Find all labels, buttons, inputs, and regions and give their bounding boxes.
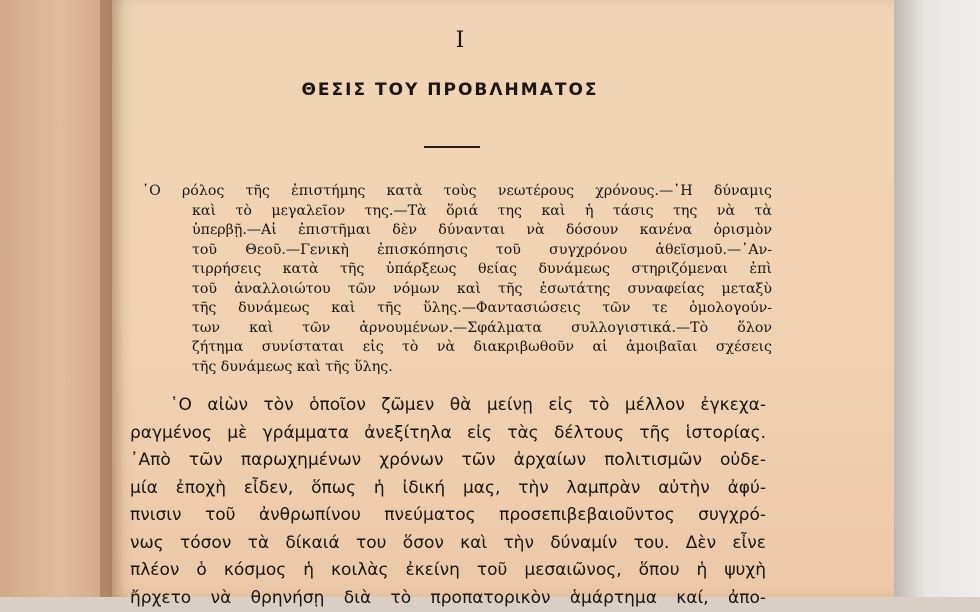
summary-line: των καὶ τῶν ἀρνουμένων.—Σφάλματα συλλογιστικά.—Τὸ ὅλον [142,319,772,339]
summary-line: ὑπερβῇ.—Αἱ ἐπιστῆμαι δὲν δύνανται νὰ δόσουν κανένα ὁρισμὸν [142,221,772,241]
body-line: ραγμένος μὲ γράμματα ἀνεξίτηλα εἰς τὰς δέλτους τῆς ἱστορίας. [130,420,766,448]
summary-line: τῆς δυνάμεως καὶ τῆς ὕλης.—Φαντασιώσεις τῶν τε ὁμολογούν- [142,299,772,319]
body-line: ἤρχετο νὰ θρηνήσῃ διὰ τὸ προπατορικὸν ἁμάρτημα καί, ἀπο- [130,585,766,612]
body-line: ᾿Απὸ τῶν παρωχημένων χρόνων τῶν ἀρχαίων πολιτισμῶν οὐδε- [130,447,766,475]
page-gutter [100,0,124,597]
chapter-number: I [440,28,480,53]
chapter-summary [142,182,772,377]
body-line: μία ἐποχὴ εἶδεν, ὅπως ἡ ἰδική μας, τὴν λαμπρὰν αὐτὴν ἀφύ- [130,475,766,503]
body-line: νως τόσον τὰ δίκαιά του ὅσον καὶ τὴν δύναμίν του. Δὲν εἶνε [130,530,766,558]
body-paragraph [130,392,766,612]
summary-line: τῆς δυνάμεως καὶ τῆς ὕλης. [142,358,772,378]
title-divider [424,146,480,148]
summary-line: ζήτημα συνίσταται εἰς τὸ νὰ διακριβωθοῦν αἱ ἀμοιβαῖαι σχέσεις [142,338,772,358]
body-line: πλέον ὁ κόσμος ἡ κοιλὰς ἐκείνη τοῦ μεσαιῶνος, ὅπου ἡ ψυχὴ [130,557,766,585]
summary-line: τιρρήσεις κατὰ τῆς ὑπάρξεως θείας δυνάμεως στηριζόμεναι ἐπὶ [142,260,772,280]
left-page-edge [0,0,112,597]
summary-line: τοῦ ἀναλλοιώτου τῶν νόμων καὶ τῆς ἐσωτάτης συναφείας μεταξὺ [142,280,772,300]
chapter-title: ΘΕΣΙΣ ΤΟΥ ΠΡΟΒΛΗΜΑΤΟΣ [220,80,680,100]
summary-line: ῾Ο ρόλος τῆς ἐπιστήμης κατὰ τοὺς νεωτέρους χρόνους.—῾Η δύναμις [142,182,772,202]
summary-line: καὶ τὸ μεγαλεῖον της.—Τὰ ὅριά της καὶ ἡ τάσις της νὰ τὰ [142,202,772,222]
table-background [890,0,980,597]
summary-line: τοῦ Θεοῦ.—Γενικὴ ἐπισκόπησις τοῦ συγχρόνου ἀθεϊσμοῦ.—᾿Αν- [142,241,772,261]
body-line: ῾Ο αἰὼν τὸν ὁποῖον ζῶμεν θὰ μείνῃ εἰς τὸ μέλλον ἐγκεχα- [130,392,766,420]
body-line: πνισιν τοῦ ἀνθρωπίνου πνεύματος προσεπιβεβαιοῦντος συγχρό- [130,502,766,530]
